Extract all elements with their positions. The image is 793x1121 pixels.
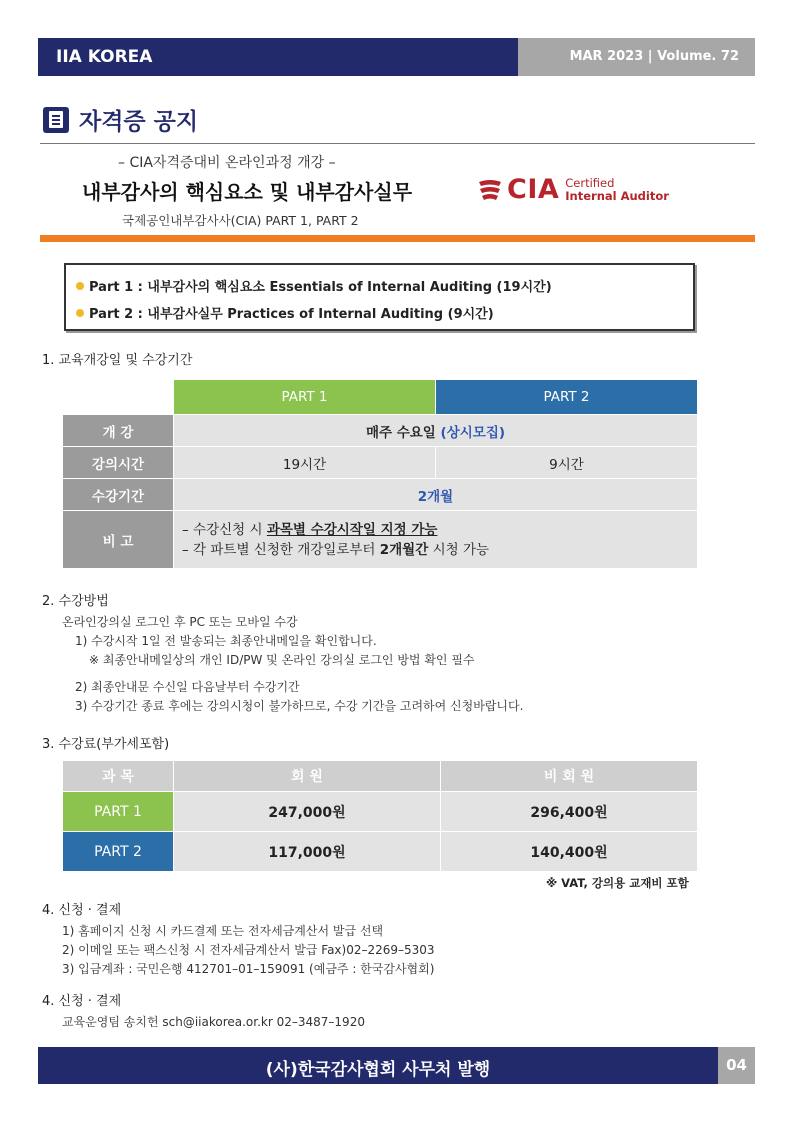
note-value (174, 511, 698, 569)
open-day: 매주 수요일 (365, 424, 436, 441)
page-number: 04 (718, 1047, 755, 1084)
s2-line-1: 1) 수강시작 1일 전 발송되는 최종안내메일을 확인합니다. (75, 634, 377, 648)
note-line-1 (182, 520, 697, 540)
footer-bar (38, 1047, 755, 1084)
cia-logo (477, 174, 669, 205)
fee-header-nonmember: 비 회 원 (441, 761, 698, 792)
section-1-heading: 1. 교육개강일 및 수강기간 (42, 353, 193, 368)
s4-line-3: 3) 입금계좌 : 국민은행 412701–01–159091 (예금주 : 한국감사협회) (62, 962, 435, 976)
parts-box (64, 263, 695, 331)
fee-part-2-member: 117,000원 (174, 832, 441, 872)
bullet-dot-icon (76, 309, 84, 317)
note-2-emphasis: 2개월간 (379, 541, 429, 558)
publisher-text: (사)한국감사협회 사무처 발행 (38, 1047, 718, 1084)
schedule-table (62, 379, 698, 569)
bullet-dot-icon (76, 282, 84, 290)
period-value (174, 479, 698, 511)
row-label-hours: 강의시간 (63, 447, 174, 479)
note-1-prefix: – 수강신청 시 (182, 521, 267, 538)
section-title-text: 자격증 공지 (79, 109, 199, 135)
col-part-1: PART 1 (174, 380, 436, 415)
section-title (43, 103, 198, 136)
table-corner (63, 380, 174, 415)
fee-part-1-member: 247,000원 (174, 792, 441, 832)
open-value (174, 415, 698, 447)
s4-line-1: 1) 홈페이지 신청 시 카드결제 또는 전자세금계산서 발급 선택 (62, 924, 384, 938)
hours-part-1: 19시간 (174, 447, 436, 479)
note-line-2 (182, 540, 697, 560)
note-1-emphasis: 과목별 수강시작일 지정 가능 (266, 521, 438, 538)
cia-emblem-icon (477, 178, 503, 202)
fee-row-part-2: PART 2 (63, 832, 174, 872)
document-icon (43, 107, 69, 133)
cia-line-1: Certified (565, 175, 615, 190)
period-text: 2개월 (417, 488, 454, 505)
part-1-line (76, 276, 693, 295)
top-header-bar (38, 38, 755, 76)
row-label-open: 개 강 (63, 415, 174, 447)
title-divider (40, 143, 755, 144)
course-subtitle-2: 국제공인내부감사사(CIA) PART 1, PART 2 (122, 213, 359, 228)
cia-mark: CIA (507, 174, 560, 205)
fee-header-member: 회 원 (174, 761, 441, 792)
note-2-suffix: 시청 가능 (428, 541, 490, 558)
cia-line-2: Internal Auditor (565, 188, 669, 203)
section-3-heading: 3. 수강료(부가세포함) (42, 737, 170, 752)
s2-line-2: 2) 최종안내문 수신일 다음날부터 수강기간 (75, 680, 300, 694)
s2-line-3: 3) 수강기간 종료 후에는 강의시청이 불가하므로, 수강 기간을 고려하여 신청바랍니다. (75, 699, 524, 713)
fee-table (62, 760, 698, 872)
section-4-heading: 4. 신청 · 결제 (42, 903, 122, 918)
row-label-period: 수강기간 (63, 479, 174, 511)
orange-divider (40, 235, 755, 242)
part-1-text: Part 1 : 내부감사의 핵심요소 Essentials of Internal Auditing (19시간) (89, 280, 552, 295)
fee-part-2-nonmember: 140,400원 (441, 832, 698, 872)
course-title: 내부감사의 핵심요소 및 내부감사실무 (82, 180, 413, 204)
open-highlight: (상시모집) (440, 424, 506, 441)
fee-part-1-nonmember: 296,400원 (441, 792, 698, 832)
section-5-heading: 4. 신청 · 결제 (42, 994, 122, 1009)
part-2-text: Part 2 : 내부감사실무 Practices of Internal Auditing (9시간) (89, 307, 494, 322)
row-label-note: 비 고 (63, 511, 174, 569)
note-2-prefix: – 각 파트별 신청한 개강일로부터 (182, 541, 380, 558)
course-subtitle: – CIA자격증대비 온라인과정 개강 – (118, 155, 336, 171)
org-name: IIA KOREA (38, 38, 518, 76)
fee-note: ※ VAT, 강의용 교재비 포함 (546, 876, 689, 890)
s5-line-1: 교육운영팀 송치헌 sch@iiakorea.or.kr 02–3487–1920 (62, 1015, 365, 1029)
fee-row-part-1: PART 1 (63, 792, 174, 832)
col-part-2: PART 2 (436, 380, 698, 415)
issue-label: MAR 2023 | Volume. 72 (518, 38, 755, 76)
section-2-heading: 2. 수강방법 (42, 594, 109, 609)
s2-line-0: 온라인강의실 로그인 후 PC 또는 모바일 수강 (62, 615, 298, 629)
fee-header-subject: 과 목 (63, 761, 174, 792)
hours-part-2: 9시간 (436, 447, 698, 479)
part-2-line (76, 303, 693, 322)
s4-line-2: 2) 이메일 또는 팩스신청 시 전자세금계산서 발급 Fax)02–2269–5303 (62, 943, 435, 957)
s2-line-1-note: ※ 최종안내메일상의 개인 ID/PW 및 온라인 강의실 로그인 방법 확인 필수 (89, 653, 475, 667)
